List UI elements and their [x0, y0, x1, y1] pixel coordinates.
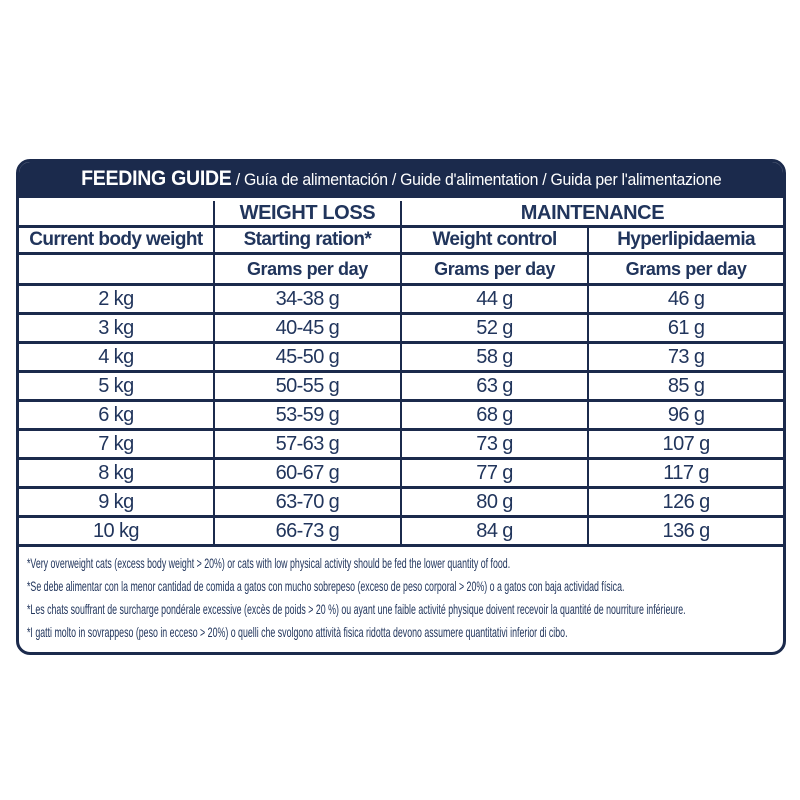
- footnote-spanish: *Se debe alimentar con la menor cantidad de comida a gatos con mucho sobrepeso (exceso de peso corporal > 20%) o a gatos con baja actividad física.: [27, 578, 625, 594]
- weight-control-cell: 80 g: [401, 488, 588, 517]
- feeding-table: [19, 201, 783, 544]
- starting-ration-cell: 40-45 g: [214, 314, 401, 343]
- weight-cell: 7 kg: [19, 430, 214, 459]
- column-header-row: [19, 227, 783, 254]
- feeding-guide-panel: [16, 159, 786, 655]
- starting-ration-cell: 60-67 g: [214, 459, 401, 488]
- unit-empty-cell: [19, 254, 214, 285]
- hyperlipidaemia-cell: 96 g: [588, 401, 783, 430]
- group-header-maintenance: MAINTENANCE: [401, 201, 783, 227]
- weight-control-cell: 58 g: [401, 343, 588, 372]
- starting-ration-cell: 45-50 g: [214, 343, 401, 372]
- hyperlipidaemia-cell: 73 g: [588, 343, 783, 372]
- table-row-8kg: [19, 459, 783, 488]
- weight-cell: 3 kg: [19, 314, 214, 343]
- footnotes-section: [19, 544, 783, 652]
- weight-control-cell: 84 g: [401, 517, 588, 545]
- weight-cell: 2 kg: [19, 285, 214, 314]
- starting-ration-cell: 66-73 g: [214, 517, 401, 545]
- group-header-row: [19, 201, 783, 227]
- weight-cell: 5 kg: [19, 372, 214, 401]
- unit-label-starting-ration: Grams per day: [214, 254, 401, 285]
- table-row-2kg: [19, 285, 783, 314]
- feeding-guide-header-text: [81, 167, 721, 191]
- weight-cell: 4 kg: [19, 343, 214, 372]
- footnote-french: *Les chats souffrant de surcharge pondérale excessive (excès de poids > 20 %) ou ayant une faible activité physique doivent recevoir la quantité de nourriture inférieure.: [27, 601, 686, 617]
- hyperlipidaemia-cell: 107 g: [588, 430, 783, 459]
- feeding-guide-header: [19, 162, 783, 201]
- hyperlipidaemia-cell: 136 g: [588, 517, 783, 545]
- column-header-starting-ration: Starting ration*: [214, 227, 401, 254]
- hyperlipidaemia-cell: 126 g: [588, 488, 783, 517]
- weight-cell: 9 kg: [19, 488, 214, 517]
- starting-ration-cell: 50-55 g: [214, 372, 401, 401]
- weight-control-cell: 63 g: [401, 372, 588, 401]
- column-header-weight-control: Weight control: [401, 227, 588, 254]
- starting-ration-cell: 34-38 g: [214, 285, 401, 314]
- weight-cell: 10 kg: [19, 517, 214, 545]
- starting-ration-cell: 57-63 g: [214, 430, 401, 459]
- header-subtitle: / Guía de alimentación / Guide d'alimentation / Guida per l'alimentazione: [235, 170, 722, 189]
- weight-control-cell: 68 g: [401, 401, 588, 430]
- hyperlipidaemia-cell: 117 g: [588, 459, 783, 488]
- unit-label-hyperlipidaemia: Grams per day: [588, 254, 783, 285]
- weight-cell: 8 kg: [19, 459, 214, 488]
- hyperlipidaemia-cell: 61 g: [588, 314, 783, 343]
- weight-control-cell: 73 g: [401, 430, 588, 459]
- table-row-6kg: [19, 401, 783, 430]
- table-row-10kg: [19, 517, 783, 545]
- table-row-9kg: [19, 488, 783, 517]
- group-header-weight-loss: WEIGHT LOSS: [214, 201, 401, 227]
- group-header-empty-cell: [19, 201, 214, 227]
- unit-row: [19, 254, 783, 285]
- hyperlipidaemia-cell: 46 g: [588, 285, 783, 314]
- hyperlipidaemia-cell: 85 g: [588, 372, 783, 401]
- starting-ration-cell: 53-59 g: [214, 401, 401, 430]
- table-row-7kg: [19, 430, 783, 459]
- unit-label-weight-control: Grams per day: [401, 254, 588, 285]
- column-header-current-body-weight: Current body weight: [19, 227, 214, 254]
- table-row-3kg: [19, 314, 783, 343]
- table-row-5kg: [19, 372, 783, 401]
- weight-cell: 6 kg: [19, 401, 214, 430]
- table-row-4kg: [19, 343, 783, 372]
- weight-control-cell: 77 g: [401, 459, 588, 488]
- column-header-hyperlipidaemia: Hyperlipidaemia: [588, 227, 783, 254]
- starting-ration-cell: 63-70 g: [214, 488, 401, 517]
- weight-control-cell: 52 g: [401, 314, 588, 343]
- footnote-english: *Very overweight cats (excess body weight > 20%) or cats with low physical activity should be fed the lower quantity of food.: [27, 555, 511, 571]
- weight-control-cell: 44 g: [401, 285, 588, 314]
- header-title: FEEDING GUIDE: [80, 167, 232, 190]
- footnote-italian: *I gatti molto in sovrappeso (peso in ecceso > 20%) o quelli che svolgono attività fisica ridotta devono assumere quantitativi inferior di cibo.: [27, 624, 568, 640]
